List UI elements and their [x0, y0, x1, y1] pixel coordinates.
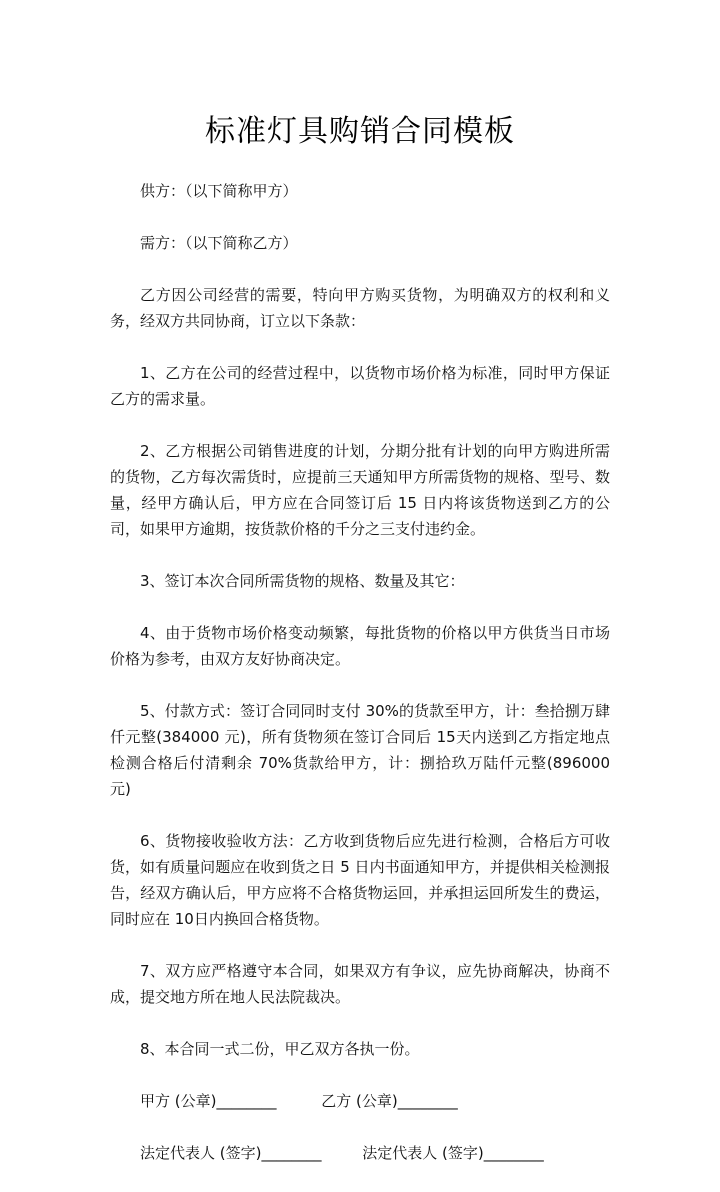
seal-signature-row: [110, 1088, 610, 1114]
party-b-representative-field: 法定代表人 (签字)________: [362, 1144, 544, 1162]
party-a-seal-field: 甲方 (公章)________: [140, 1092, 277, 1110]
intro-paragraph: 乙方因公司经营的需要，特向甲方购买货物，为明确双方的权利和义务，经双方共同协商，订立以下条款：: [110, 286, 610, 330]
contract-body: [110, 178, 610, 1192]
clause-7: 7、双方应严格遵守本合同，如果双方有争议，应先协商解决，协商不成，提交地方所在地人民法院裁决。: [110, 962, 610, 1006]
clause-3: 3、签订本次合同所需货物的规格、数量及其它：: [140, 572, 465, 590]
clause-5: 5、付款方式：签订合同同时支付 30%的货款至甲方，计：叁拾捌万肆仟元整(384000 元)，所有货物须在签订合同后 15天内送到乙方指定地点检测合格后付清剩余 70%货款给甲方，计：捌拾玖万陆仟元整(896000 元): [110, 702, 610, 798]
document-title: 标准灯具购销合同模板: [205, 114, 515, 149]
clause-1: 1、乙方在公司的经营过程中，以货物市场价格为标准，同时甲方保证乙方的需求量。: [110, 364, 610, 408]
party-b-seal-field: 乙方 (公章)________: [321, 1092, 458, 1110]
party-a-representative-field: 法定代表人 (签字)________: [140, 1144, 322, 1162]
clause-4: 4、由于货物市场价格变动频繁，每批货物的价格以甲方供货当日市场价格为参考，由双方友好协商决定。: [110, 624, 610, 668]
supplier-line: 供方：（以下简称甲方）: [140, 182, 298, 200]
representative-signature-row: [110, 1140, 610, 1166]
clause-8: 8、本合同一式二份，甲乙双方各执一份。: [140, 1040, 420, 1058]
clause-2: 2、乙方根据公司销售进度的计划，分期分批有计划的向甲方购进所需的货物，乙方每次需货时，应提前三天通知甲方所需货物的规格、型号、数量，经甲方确认后，甲方应在合同签订后 15 日内将该货物送到乙方的公司，如果甲方逾期，按货款价格的千分之三支付违约金。: [110, 442, 610, 538]
clause-6: 6、货物接收验收方法：乙方收到货物后应先进行检测，合格后方可收货，如有质量问题应在收到货之日 5 日内书面通知甲方，并提供相关检测报告，经双方确认后，甲方应将不合格货物运回，并承担运回所发生的费运，同时应在 10日内换回合格货物。: [110, 832, 610, 928]
buyer-line: 需方：（以下简称乙方）: [140, 234, 298, 252]
